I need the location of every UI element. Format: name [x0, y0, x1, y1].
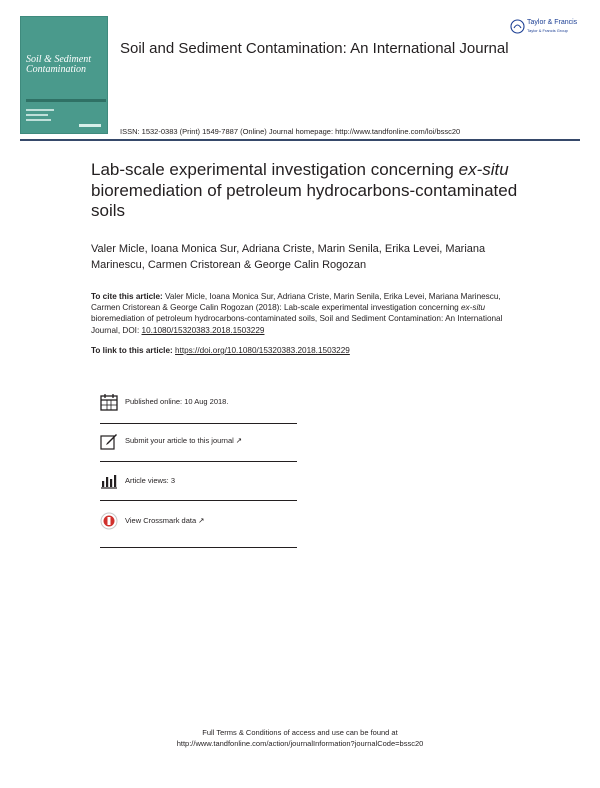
journal-homepage-link[interactable]: http://www.tandfonline.com/loi/bssc20 [335, 127, 461, 136]
cover-text-lines [26, 109, 56, 124]
info-divider [100, 461, 297, 462]
crossmark-icon [100, 512, 118, 530]
article-authors: Valer Micle, Ioana Monica Sur, Adriana Criste, Marin Senila, Erika Levei, Mariana Marinescu, Carmen Cristorean & George Calin Rogozan [91, 243, 486, 271]
header-divider [20, 139, 580, 141]
cover-volume-band [26, 99, 106, 102]
external-link-icon: ↗ [198, 516, 205, 525]
published-online-text: Published online: 10 Aug 2018. [125, 397, 229, 406]
citation-block: To cite this article: Valer Micle, Ioana Monica Sur, Adriana Criste, Marin Senila, Erika Levei, Mariana Marinescu, Carmen Cristorean & George Calin Rogozan (2018): Lab-scale experimental investigation concerning ex-situ bioremediation of petroleum hydrocarbons-contaminated soils, Soil and Sediment Contamination: An International Journal, DOI: 10.1080/15320383.2018.1503229 [91, 292, 503, 335]
edit-icon [100, 432, 118, 450]
bar-chart-icon [100, 472, 118, 490]
info-divider [100, 500, 297, 501]
cover-publisher-mark [79, 124, 101, 127]
link-label: To link to this article: [91, 346, 176, 355]
submit-article-row[interactable] [100, 432, 297, 468]
doi-link[interactable]: 10.1080/15320383.2018.1503229 [141, 325, 265, 335]
footer [100, 727, 500, 749]
article-views-row [100, 472, 297, 508]
footer-terms-link[interactable]: http://www.tandfonline.com/action/journalInformation?journalCode=bssc20 [176, 739, 424, 748]
article-views-text: Article views: 3 [125, 476, 176, 485]
publisher-logo-icon [510, 19, 525, 34]
journal-title: Soil and Sediment Contamination: An International Journal [120, 40, 509, 57]
cover-title: Soil & Sediment Contamination [26, 54, 91, 75]
article-link-block [91, 345, 511, 356]
external-link-icon: ↗ [235, 436, 243, 445]
issn-text: ISSN: 1532-0383 (Print) 1549-7887 (Online) Journal homepage: [120, 127, 336, 136]
calendar-icon [100, 393, 118, 411]
issn-line [120, 127, 580, 136]
article-title: Lab-scale experimental investigation concerning ex-situ bioremediation of petroleum hydrocarbons-contaminated soils [91, 160, 518, 220]
publisher-logo-subtitle: Taylor & Francis Group [527, 28, 568, 33]
info-divider [100, 423, 297, 424]
article-doi-link[interactable]: https://doi.org/10.1080/15320383.2018.1503229 [175, 346, 350, 355]
citation-label: To cite this article: [91, 292, 163, 301]
crossmark-link[interactable]: View Crossmark data ↗ [125, 516, 205, 525]
info-divider [100, 547, 297, 548]
article-title-italic: ex-situ [458, 160, 509, 179]
publisher-logo-name: Taylor & Francis [527, 19, 578, 26]
crossmark-row[interactable] [100, 512, 297, 548]
journal-cover-image [20, 16, 108, 134]
footer-terms-text: Full Terms & Conditions of access and use can be found at [202, 728, 398, 737]
submit-article-link[interactable]: Submit your article to this journal ↗ [125, 436, 243, 445]
publisher-logo [510, 17, 586, 37]
